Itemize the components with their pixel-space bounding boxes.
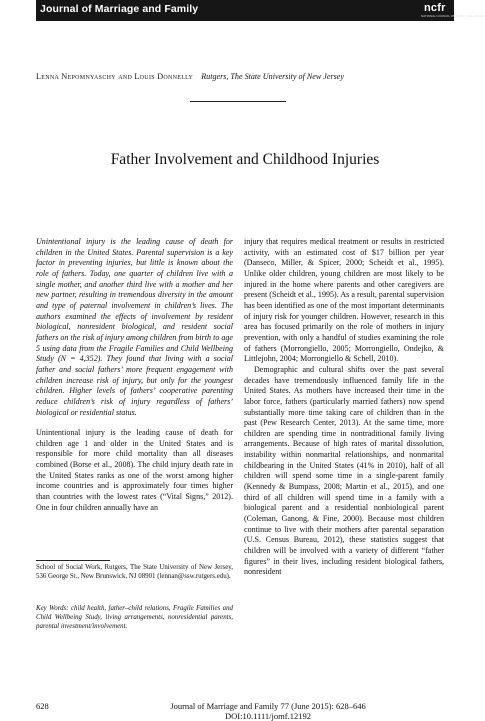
ncfr-logo [420,1,485,20]
authors: Lenna Nepomnyaschy and Louis Donnelly [36,72,194,81]
journal-name: Journal of Marriage and Family [40,3,199,15]
right-column [244,237,444,578]
logo-motto: NATIONAL COUNCIL ON FAMILY RELATIONS [421,14,485,18]
affiliation: Rutgers, The State University of New Jersey [201,72,344,81]
left-column [36,237,233,513]
footnote-keywords: Key Words: child health, father–child relations, Fragile Families and Child Wellbeing Study, living arrangements, nonresidential parents, parental investment/involvement. [36,605,233,631]
page-number: 628 [36,701,49,711]
footer-doi: DOI:10.1111/jomf.12192 [225,711,311,721]
title-divider [190,101,286,102]
footer-citation: Journal of Marriage and Family 77 (June 2015): 628–646 [170,701,366,711]
article-title: Father Involvement and Childhood Injuries [110,151,380,168]
intro-paragraph: Unintentional injury is the leading cause of death for children age 1 and older in the United States and is responsible for more child mortality than all diseases combined (Borse et al., 2008). The child injury death rate in the United States ranks as one of the worst among higher income countries and is approximately four times higher than countries with the lowest rates (“Vital Signs,” 2012). One in four children annually have an [36,428,233,512]
abstract: Unintentional injury is the leading cause of death for children in the United States. Parental supervision is a key factor in preventing injuries, but little is known about the role of fathers. Today, one quarter of children live with a single mother, and another third live with a mother and her new partner, resulting in tremendous diversity in the amount and type of paternal involvement in children’s lives. The authors examined the effects of involvement by resident biological, nonresident biological, and resident social fathers on the risk of injury among children from birth to age 5 using data from the Fragile Families and Child Wellbeing Study (N = 4,352). They found that living with a social father and social fathers’ more frequent engagement with children increase risk of injury, but only for the youngest children. Higher levels of fathers’ cooperative parenting reduce children’s risk of injury regardless of fathers’ biological or residential status. [36,237,233,417]
body-paragraph-1: injury that requires medical treatment or results in restricted activity, with an estimated cost of $17 billion per year (Danseco, Miller, & Spicer, 2000; Scheidt et al., 1995). Unlike older children, young children are most likely to be injured in the home where parents and other caregivers are present (Scheidt et al., 1995). As a result, parental supervision has been identified as one of the most important determinants of injury risk for younger children. However, research in this area has focused primarily on the role of mothers in injury prevention, with only a handful of studies examining the role of fathers (Morrongiello, 2005; Morrongiello, Ondejko, & Littlejohn, 2004; Morrongiello & Schell, 2010). [244,237,444,364]
body-paragraph-2: Demographic and cultural shifts over the past several decades have tremendously influenced family life in the United States. As mothers have increased their time in the labor force, fathers (particularly married fathers) now spend substantially more time taking care of children than in the past (Pew Research Center, 2013). At the same time, more children are spending time in nontraditional family living arrangements. Because of high rates of marital dissolution, instability within nonmarital relationships, and nonmarital childbearing in the United States (41% in 2010), half of all children will spend some time in a single-parent family (Kennedy & Bumpass, 2008; Martin et al., 2015), and one third of all children will spend time in a family with a biological parent and a residential nonbiological parent (Coleman, Ganong, & Fine, 2000). Because most children continue to live with their mothers after parental separation (U.S. Census Bureau, 2012), these statistics suggest that children will be involved with a variety of different “father figures” in their lives, including resident biological fathers, nonresident [244,364,444,577]
logo-text: ncfr [424,2,446,14]
footnote-address: School of Social Work, Rutgers, The State University of New Jersey, 536 George St., New Brunswick, NJ 08901 (lennan@ssw.rutgers.edu). [36,564,233,581]
journal-header-bar [36,0,485,21]
author-line [36,72,454,81]
footnote-divider [36,560,110,561]
